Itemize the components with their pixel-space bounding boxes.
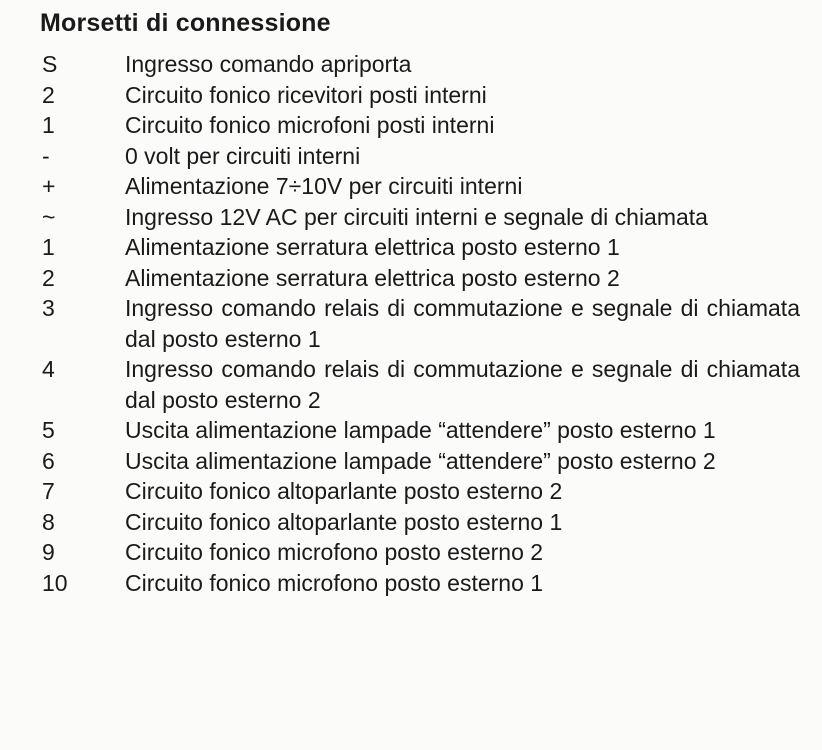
list-item — [40, 141, 800, 172]
terminal-description: Alimentazione serratura elettrica posto esterno 2 — [125, 264, 620, 291]
terminal-description: 0 volt per circuiti interni — [125, 142, 361, 169]
list-item — [40, 49, 800, 80]
terminal-code: 4 — [42, 356, 55, 382]
terminal-code: 9 — [42, 539, 55, 565]
terminal-code: 5 — [42, 417, 55, 443]
terminal-description: Alimentazione serratura elettrica posto esterno 1 — [125, 234, 620, 260]
terminal-description: Ingresso comando relais di commutazione e segnale di chiamata dal posto esterno 1 — [125, 295, 800, 352]
terminal-description: Ingresso 12V AC per circuiti interni e segnale di chiamata — [125, 203, 708, 230]
list-item — [40, 110, 800, 141]
list-item — [40, 568, 800, 599]
terminal-description: Circuito fonico microfono posto esterno 2 — [125, 539, 544, 565]
terminal-list — [40, 49, 800, 598]
list-item — [40, 202, 800, 233]
terminal-code: + — [42, 173, 56, 199]
terminal-description: Circuito fonico ricevitori posti interni — [125, 81, 487, 108]
list-item — [40, 171, 800, 202]
terminal-description: Uscita alimentazione lampade “attendere” posto esterno 1 — [125, 417, 716, 443]
terminal-description: Circuito fonico microfoni posti interni — [125, 112, 495, 138]
terminal-code: 7 — [42, 478, 55, 504]
terminal-description: Uscita alimentazione lampade “attendere” posto esterno 2 — [125, 447, 716, 474]
terminal-code: 8 — [42, 508, 55, 535]
list-item — [40, 415, 800, 446]
list-item — [40, 537, 800, 568]
terminal-description: Circuito fonico altoparlante posto esterno 1 — [125, 508, 563, 535]
page-title: Morsetti di connessione — [40, 9, 331, 37]
terminal-code: - — [42, 142, 50, 169]
terminal-description: Ingresso comando relais di commutazione e segnale di chiamata dal posto esterno 2 — [125, 356, 800, 413]
terminal-code: S — [42, 51, 58, 77]
terminal-code: 1 — [42, 112, 55, 138]
terminal-description: Circuito fonico altoparlante posto esterno 2 — [125, 478, 563, 504]
list-item — [40, 446, 800, 477]
terminal-code: 1 — [42, 234, 55, 260]
terminal-code: ~ — [42, 203, 56, 230]
list-item — [40, 80, 800, 111]
terminal-code: 2 — [42, 264, 55, 291]
terminal-code: 6 — [42, 447, 55, 474]
terminal-description: Circuito fonico microfono posto esterno 1 — [125, 569, 544, 596]
terminal-code: 10 — [42, 569, 68, 596]
list-item — [40, 263, 800, 294]
list-item — [40, 507, 800, 538]
terminal-code: 2 — [42, 81, 55, 108]
terminal-code: 3 — [42, 295, 55, 321]
list-item — [40, 354, 800, 415]
list-item — [40, 476, 800, 507]
terminal-description: Alimentazione 7÷10V per circuiti interni — [125, 173, 523, 199]
terminal-description: Ingresso comando apriporta — [125, 51, 412, 77]
list-item — [40, 293, 800, 354]
list-item — [40, 232, 800, 263]
